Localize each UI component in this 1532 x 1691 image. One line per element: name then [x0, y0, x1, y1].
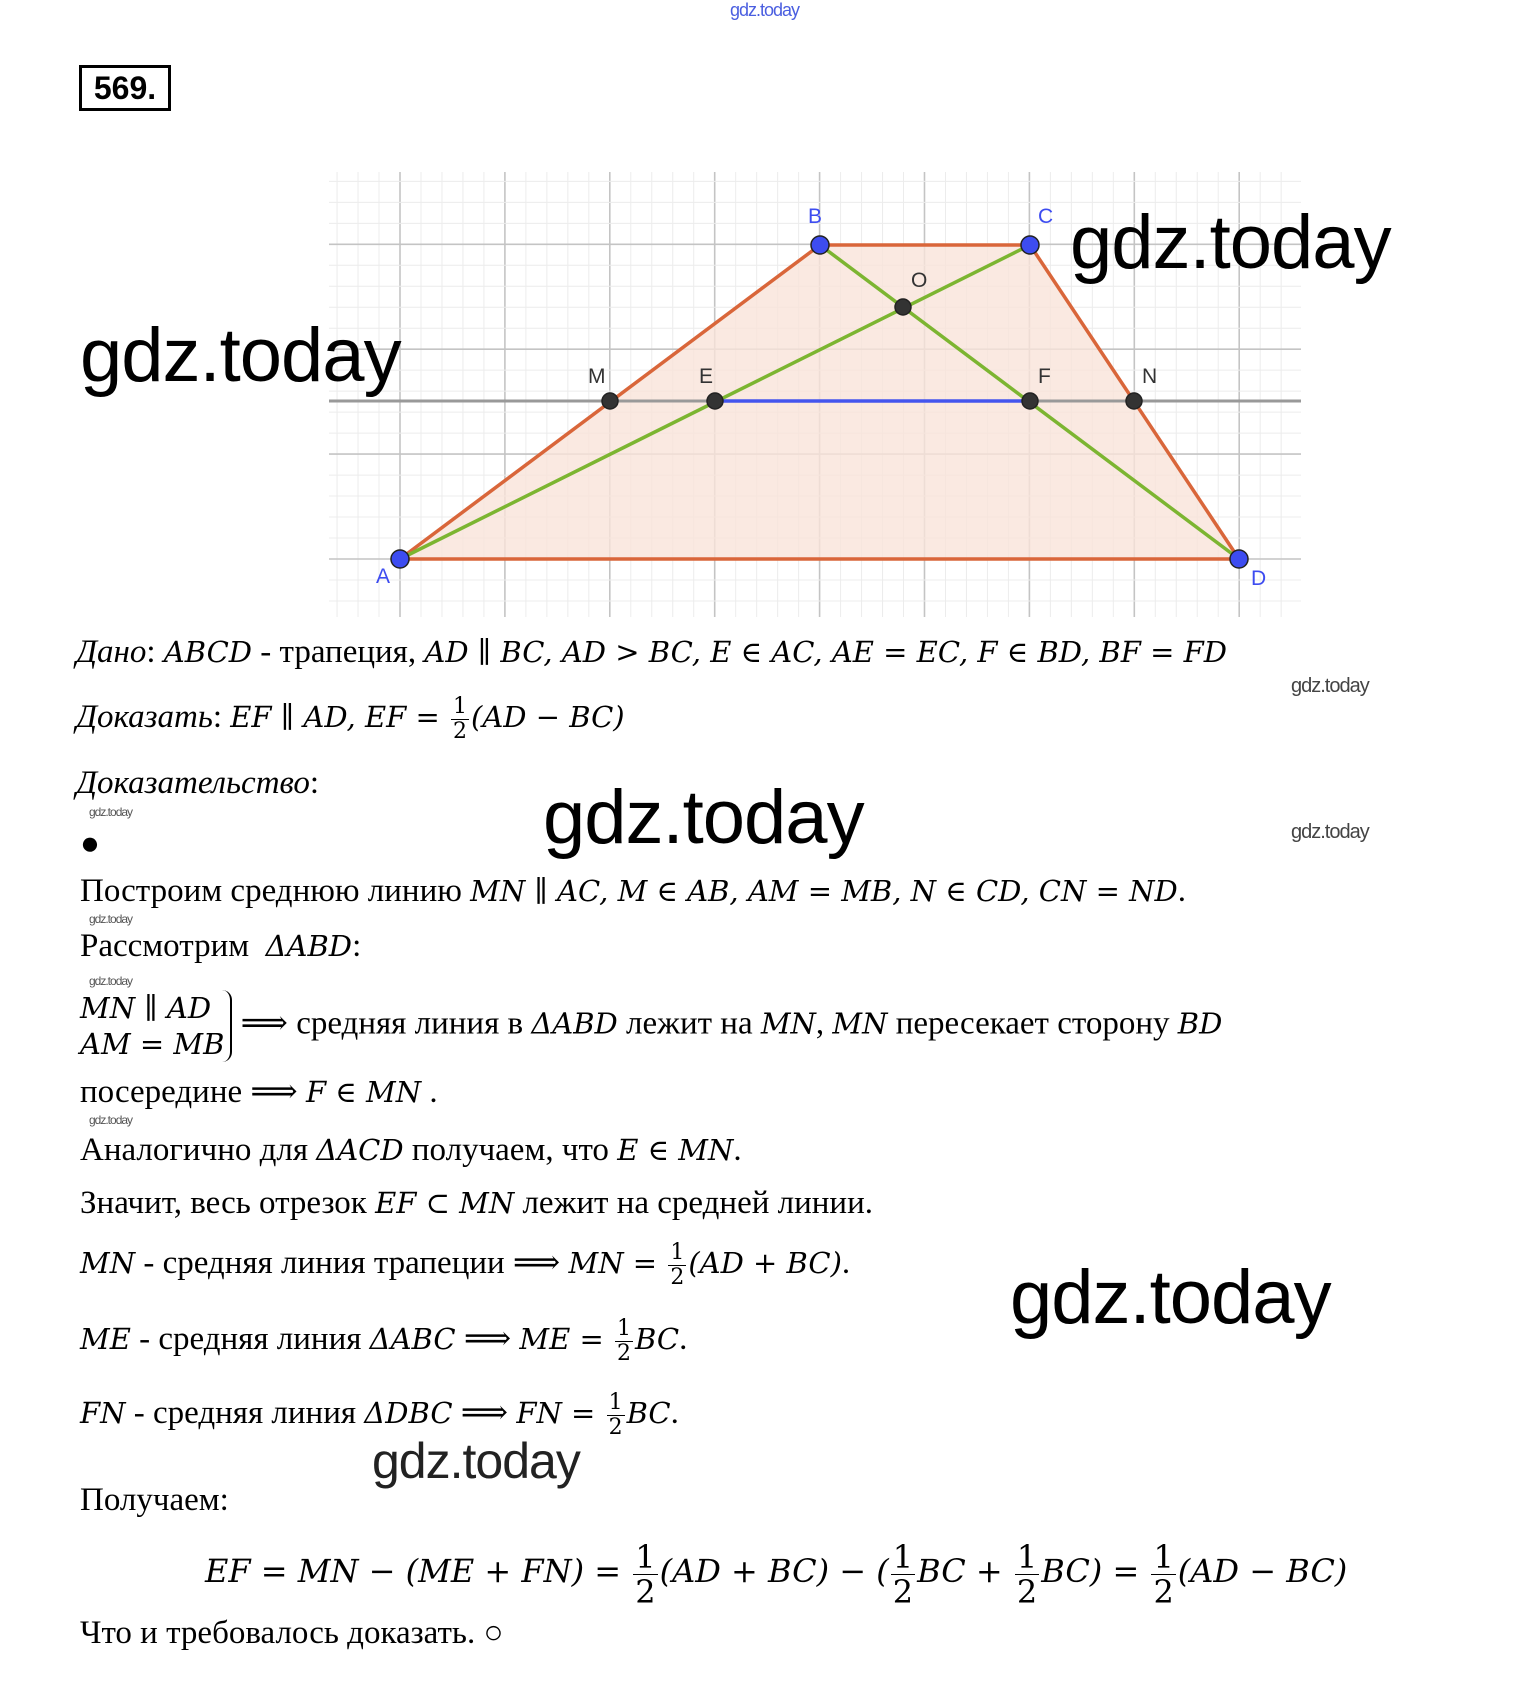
denominator: 2 [617, 1341, 632, 1366]
math-expression: F ∈ MN [305, 1075, 422, 1109]
proof-heading [76, 763, 319, 803]
watermark: gdz.today [1070, 200, 1391, 285]
watermark: gdz.today [1291, 675, 1369, 697]
numerator: 1 [1153, 1538, 1174, 1576]
math-expression: MN [80, 1246, 136, 1281]
point-label-c: C [1038, 205, 1054, 228]
denominator: 2 [608, 1415, 623, 1440]
consider-line [80, 926, 361, 966]
text-span: Построим среднюю линию [80, 873, 471, 909]
denominator: 2 [1016, 1573, 1038, 1611]
me-line [80, 1317, 687, 1366]
math-expression: ΔABC [369, 1322, 456, 1357]
construct-line [80, 871, 1186, 911]
point-o [895, 299, 911, 315]
text-span: : [212, 699, 231, 736]
denominator: 2 [453, 719, 468, 744]
math-expression: (AD + BC) [688, 1246, 842, 1281]
condition: MN ∥ AD [80, 991, 212, 1025]
math-expression: EF ∥ AD, EF = [230, 700, 450, 735]
text-span: ⟹ [455, 1321, 520, 1358]
text-span: лежит на средней линии. [514, 1185, 873, 1221]
middle-line [80, 1072, 438, 1112]
point-e [707, 393, 723, 409]
math-expression: BC [626, 1396, 671, 1431]
text-span: - средняя линия [125, 1395, 365, 1432]
watermark: gdz.today [89, 1113, 133, 1127]
fraction [891, 1540, 915, 1609]
numerator: 1 [670, 1240, 685, 1265]
denominator: 2 [1153, 1573, 1174, 1611]
math-expression: ME [80, 1322, 131, 1357]
text-span: Значит, весь отрезок [80, 1185, 376, 1221]
math-expression: (AD + BC) − ( [659, 1552, 889, 1591]
watermark: gdz.today [372, 1433, 580, 1489]
math-expression: MN [832, 1006, 888, 1041]
text-span: . [670, 1395, 679, 1432]
point-label-e: E [699, 365, 714, 388]
fraction [615, 1317, 633, 1366]
math-expression: (AD − BC) [1177, 1552, 1348, 1591]
point-label-b: B [808, 205, 823, 228]
text-span: ● [80, 826, 100, 862]
point-f [1022, 393, 1038, 409]
text-span: . [1177, 873, 1186, 909]
math-expression: FN [80, 1396, 126, 1431]
math-expression: MN = [568, 1246, 667, 1281]
mn-line [80, 1241, 850, 1290]
text-span: ⟹ [452, 1395, 517, 1432]
math-expression: ME = [519, 1322, 614, 1357]
text-span: - средняя линия [130, 1321, 370, 1358]
text-span: , [815, 1005, 833, 1042]
point-d [1230, 550, 1248, 568]
point-m [602, 393, 618, 409]
text-span: получаем, что [403, 1132, 618, 1168]
math-expression: (AD − BC) [471, 700, 625, 735]
bullet-line [80, 824, 100, 864]
denominator: 2 [670, 1265, 685, 1290]
math-expression: MN [760, 1006, 816, 1041]
point-label-o: O [911, 269, 928, 292]
watermark: gdz.today [1291, 821, 1369, 843]
watermark: gdz.today [1010, 1255, 1331, 1340]
denominator: 2 [892, 1573, 914, 1611]
watermark: gdz.today [89, 912, 133, 926]
denominator: 2 [635, 1573, 656, 1611]
text-span: Доказать [76, 699, 213, 736]
given-line [76, 632, 1227, 672]
fraction [451, 695, 469, 744]
text-span: . [421, 1074, 438, 1110]
text-span: лежит на [617, 1005, 761, 1042]
text-span: Что и требовалось доказать. ○ [80, 1615, 504, 1651]
math-expression: BC + [917, 1552, 1013, 1591]
problem-number: 569. [79, 65, 171, 111]
watermark: gdz.today [80, 313, 401, 398]
math-expression: EF = MN − (ME + FN) = [205, 1552, 632, 1591]
math-expression: ΔABD [265, 929, 353, 963]
point-a [391, 550, 409, 568]
math-expression: AD ∥ BC, AD > BC, E ∈ AC, AE = EC, F ∈ BD, BF = FD [424, 635, 1227, 669]
numerator: 1 [1016, 1538, 1038, 1576]
point-n [1126, 393, 1142, 409]
point-label-m: M [588, 365, 606, 388]
watermark: gdz.today [543, 775, 864, 860]
watermark-top: gdz.today [730, 0, 800, 20]
system-line [80, 990, 1222, 1062]
math-expression: BC) = [1041, 1552, 1150, 1591]
math-expression: ΔACD [316, 1133, 404, 1167]
math-expression: ΔDBC [364, 1396, 453, 1431]
text-span: Получаем: [80, 1482, 229, 1518]
qed-line [80, 1613, 503, 1653]
point-label-n: N [1142, 365, 1158, 388]
fraction [668, 1241, 686, 1290]
text-span: : [146, 634, 164, 670]
text-span: . [733, 1132, 742, 1168]
numerator: 1 [453, 694, 468, 719]
analog-line [80, 1130, 742, 1170]
text-span: ⟹ средняя линия в [232, 1005, 532, 1042]
text-span: Доказательство [76, 765, 310, 801]
text-span: . [841, 1245, 851, 1282]
math-expression: FN = [516, 1396, 605, 1431]
fraction [607, 1391, 625, 1440]
math-expression: BC [635, 1322, 680, 1357]
text-span: пересекает сторону [887, 1005, 1178, 1042]
math-expression: BD [1177, 1006, 1223, 1041]
text-span: : [309, 765, 320, 801]
text-span: посередине ⟹ [80, 1074, 306, 1110]
point-label-f: F [1038, 365, 1051, 388]
fraction [1015, 1540, 1039, 1609]
text-span: Дано [76, 634, 147, 670]
text-span: . [679, 1321, 688, 1358]
watermark: gdz.today [89, 805, 133, 819]
text-span: Аналогично для [80, 1132, 317, 1168]
numerator: 1 [635, 1538, 656, 1576]
math-expression: EF ⊂ MN [375, 1186, 515, 1220]
prove-line [76, 695, 625, 744]
math-expression: ΔABD [531, 1006, 618, 1041]
condition: AM = MB [80, 1027, 225, 1061]
text-span: - средняя линия трапеции ⟹ [135, 1245, 569, 1282]
text-span: - трапеция, [252, 634, 425, 670]
fraction [633, 1540, 657, 1609]
segment-line [80, 1183, 873, 1223]
math-expression: E ∈ MN [617, 1133, 734, 1167]
numerator: 1 [892, 1538, 914, 1576]
numerator: 1 [608, 1390, 623, 1415]
numerator: 1 [617, 1316, 632, 1341]
final-formula [205, 1540, 1347, 1609]
watermark: gdz.today [89, 974, 133, 988]
math-expression: MN ∥ AC, M ∈ AB, AM = MB, N ∈ CD, CN = ND [470, 874, 1178, 908]
point-label-d: D [1251, 567, 1267, 590]
condition-system [80, 990, 232, 1062]
point-c [1021, 236, 1039, 254]
fraction [1151, 1540, 1175, 1609]
math-expression: ABCD [163, 635, 253, 669]
point-label-a: A [376, 565, 391, 588]
fn-line [80, 1391, 679, 1440]
point-b [811, 236, 829, 254]
text-span: Рассмотрим [80, 928, 266, 964]
obtain-line [80, 1480, 229, 1520]
text-span: : [352, 928, 362, 964]
